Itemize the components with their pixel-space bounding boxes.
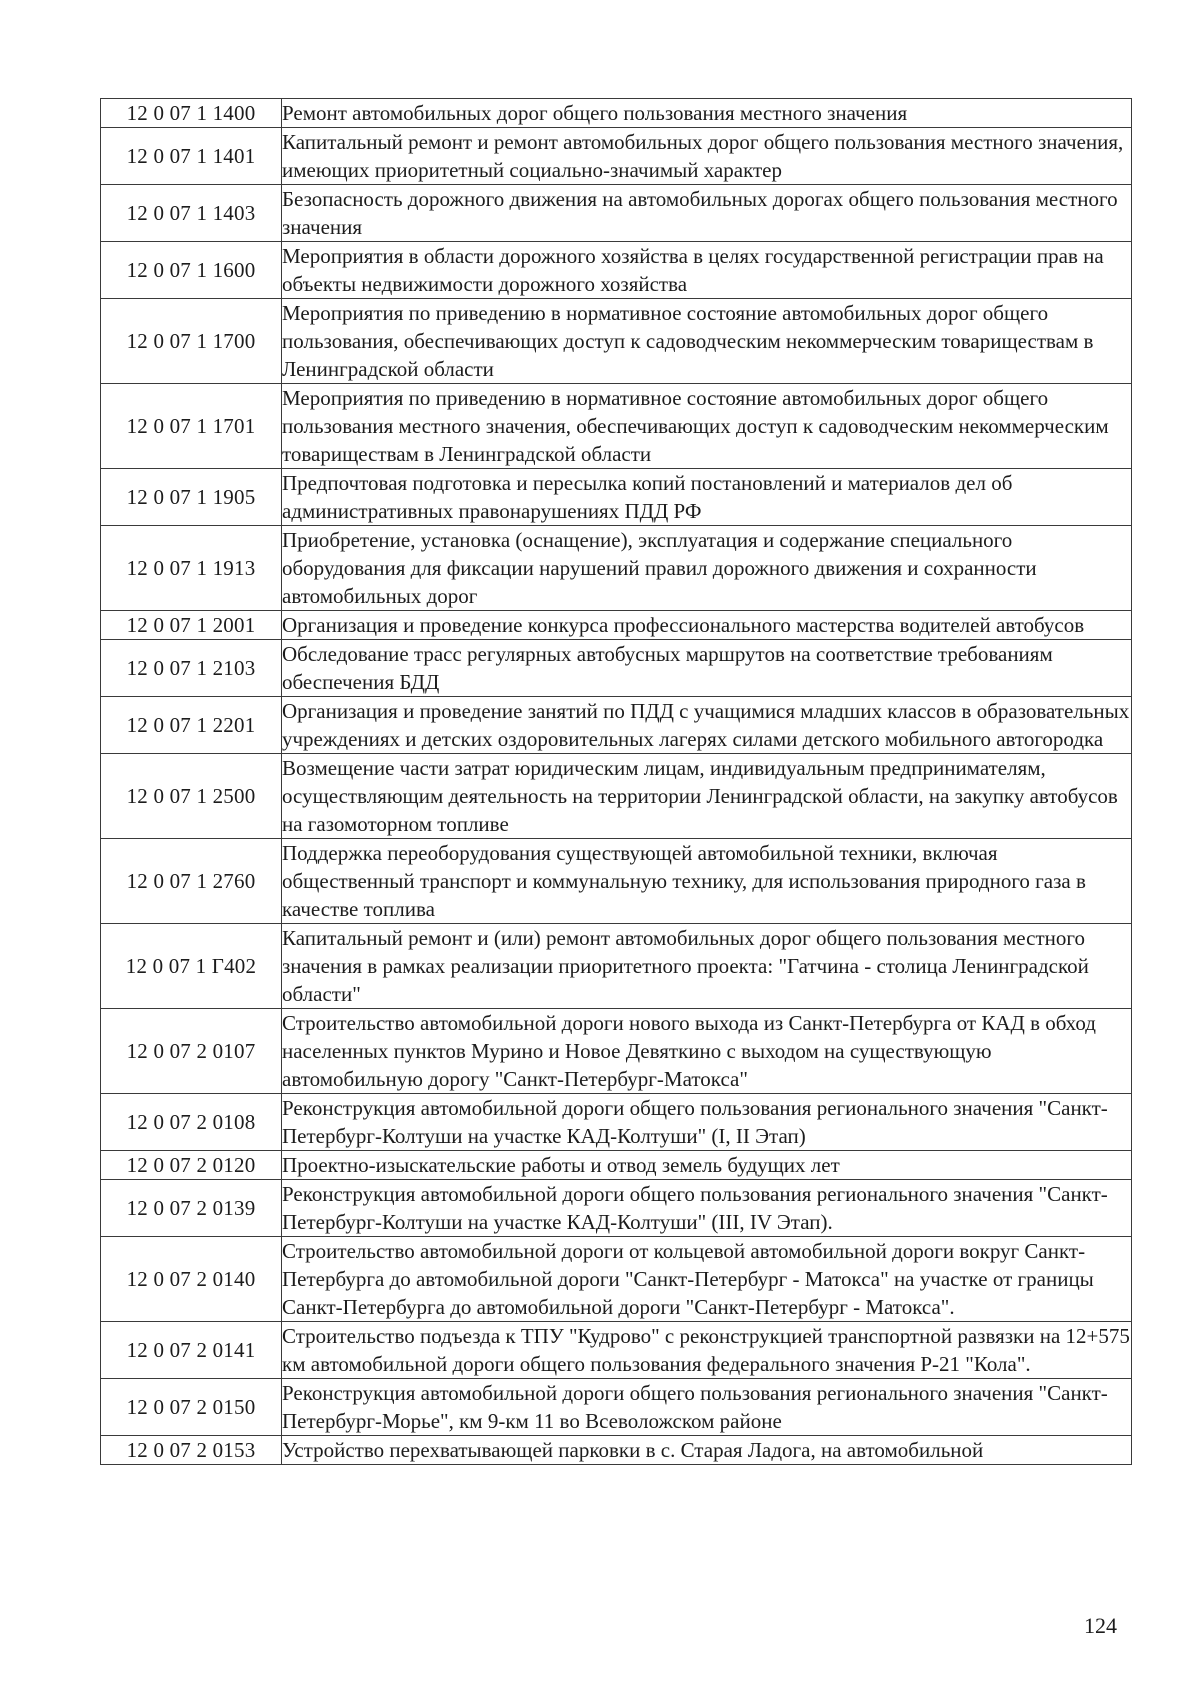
table-row xyxy=(101,99,1132,128)
description-cell: Капитальный ремонт и (или) ремонт автомобильных дорог общего пользования местного значения в рамках реализации приоритетного проекта: "Гатчина - столица Ленинградской области" xyxy=(282,924,1132,1009)
budget-code-cell: 12 0 07 2 0139 xyxy=(101,1180,282,1237)
description-cell: Устройство перехватывающей парковки в с. Старая Ладога, на автомобильной xyxy=(282,1436,1132,1465)
budget-code-cell: 12 0 07 1 1400 xyxy=(101,99,282,128)
budget-code-cell: 12 0 07 1 2103 xyxy=(101,640,282,697)
table-row xyxy=(101,1151,1132,1180)
description-cell: Организация и проведение конкурса профессионального мастерства водителей автобусов xyxy=(282,611,1132,640)
budget-codes-table xyxy=(100,98,1132,1465)
table-row xyxy=(101,384,1132,469)
budget-code-cell: 12 0 07 1 1905 xyxy=(101,469,282,526)
description-cell: Строительство подъезда к ТПУ "Кудрово" с реконструкцией транспортной развязки на 12+575 км автомобильной дороги общего пользования федерального значения Р-21 "Кола". xyxy=(282,1322,1132,1379)
budget-code-cell: 12 0 07 2 0107 xyxy=(101,1009,282,1094)
description-cell: Мероприятия в области дорожного хозяйства в целях государственной регистрации прав на объекты недвижимости дорожного хозяйства xyxy=(282,242,1132,299)
table-row xyxy=(101,469,1132,526)
budget-code-cell: 12 0 07 2 0120 xyxy=(101,1151,282,1180)
description-cell: Обследование трасс регулярных автобусных маршрутов на соответствие требованиям обеспечения БДД xyxy=(282,640,1132,697)
budget-code-cell: 12 0 07 1 2500 xyxy=(101,754,282,839)
table-row xyxy=(101,1180,1132,1237)
description-cell: Проектно-изыскательские работы и отвод земель будущих лет xyxy=(282,1151,1132,1180)
budget-code-cell: 12 0 07 1 Г402 xyxy=(101,924,282,1009)
description-cell: Реконструкция автомобильной дороги общего пользования регионального значения "Санкт-Петербург-Морье", км 9-км 11 во Всеволожском районе xyxy=(282,1379,1132,1436)
description-cell: Мероприятия по приведению в нормативное состояние автомобильных дорог общего пользования, обеспечивающих доступ к садоводческим некоммерческим товариществам в Ленинградской области xyxy=(282,299,1132,384)
description-cell: Предпочтовая подготовка и пересылка копий постановлений и материалов дел об административных правонарушениях ПДД РФ xyxy=(282,469,1132,526)
table-row xyxy=(101,526,1132,611)
budget-code-cell: 12 0 07 1 1701 xyxy=(101,384,282,469)
budget-code-cell: 12 0 07 1 1600 xyxy=(101,242,282,299)
table-row xyxy=(101,1379,1132,1436)
description-cell: Реконструкция автомобильной дороги общего пользования регионального значения "Санкт-Петербург-Колтуши на участке КАД-Колтуши" (I, II Этап) xyxy=(282,1094,1132,1151)
table-row xyxy=(101,1094,1132,1151)
table-row xyxy=(101,640,1132,697)
description-cell: Организация и проведение занятий по ПДД с учащимися младших классов в образовательных учреждениях и детских оздоровительных лагерях силами детского мобильного автогородка xyxy=(282,697,1132,754)
budget-code-cell: 12 0 07 2 0153 xyxy=(101,1436,282,1465)
description-cell: Мероприятия по приведению в нормативное состояние автомобильных дорог общего пользования местного значения, обеспечивающих доступ к садоводческим некоммерческим товариществам в Ленинградской области xyxy=(282,384,1132,469)
table-row xyxy=(101,1322,1132,1379)
table-row xyxy=(101,242,1132,299)
table-row xyxy=(101,299,1132,384)
page-number: 124 xyxy=(1084,1613,1117,1638)
table-body xyxy=(101,99,1132,1465)
budget-code-cell: 12 0 07 1 1403 xyxy=(101,185,282,242)
budget-code-cell: 12 0 07 1 1700 xyxy=(101,299,282,384)
budget-code-cell: 12 0 07 1 2201 xyxy=(101,697,282,754)
description-cell: Строительство автомобильной дороги нового выхода из Санкт-Петербурга от КАД в обход населенных пунктов Мурино и Новое Девяткино с выходом на существующую автомобильную дорогу "Санкт-Петербург-Матокса" xyxy=(282,1009,1132,1094)
table-row xyxy=(101,185,1132,242)
budget-code-cell: 12 0 07 2 0150 xyxy=(101,1379,282,1436)
table-row xyxy=(101,611,1132,640)
table-row xyxy=(101,839,1132,924)
table-row xyxy=(101,128,1132,185)
description-cell: Ремонт автомобильных дорог общего пользования местного значения xyxy=(282,99,1132,128)
description-cell: Поддержка переоборудования существующей автомобильной техники, включая общественный транспорт и коммунальную технику, для использования природного газа в качестве топлива xyxy=(282,839,1132,924)
description-cell: Приобретение, установка (оснащение), эксплуатация и содержание специального оборудования для фиксации нарушений правил дорожного движения и сохранности автомобильных дорог xyxy=(282,526,1132,611)
description-cell: Безопасность дорожного движения на автомобильных дорогах общего пользования местного значения xyxy=(282,185,1132,242)
description-cell: Реконструкция автомобильной дороги общего пользования регионального значения "Санкт-Петербург-Колтуши на участке КАД-Колтуши" (III, IV Этап). xyxy=(282,1180,1132,1237)
budget-code-cell: 12 0 07 2 0108 xyxy=(101,1094,282,1151)
budget-code-cell: 12 0 07 2 0141 xyxy=(101,1322,282,1379)
budget-code-cell: 12 0 07 1 1913 xyxy=(101,526,282,611)
description-cell: Капитальный ремонт и ремонт автомобильных дорог общего пользования местного значения, имеющих приоритетный социально-значимый характер xyxy=(282,128,1132,185)
description-cell: Возмещение части затрат юридическим лицам, индивидуальным предпринимателям, осуществляющим деятельность на территории Ленинградской области, на закупку автобусов на газомоторном топливе xyxy=(282,754,1132,839)
description-cell: Строительство автомобильной дороги от кольцевой автомобильной дороги вокруг Санкт-Петербурга до автомобильной дороги "Санкт-Петербург - Матокса" на участке от границы Санкт-Петербурга до автомобильной дороги "Санкт-Петербург - Матокса". xyxy=(282,1237,1132,1322)
table-row xyxy=(101,924,1132,1009)
budget-code-cell: 12 0 07 1 2001 xyxy=(101,611,282,640)
table-row xyxy=(101,754,1132,839)
table-row xyxy=(101,1237,1132,1322)
budget-code-cell: 12 0 07 1 2760 xyxy=(101,839,282,924)
budget-code-cell: 12 0 07 1 1401 xyxy=(101,128,282,185)
table-row xyxy=(101,697,1132,754)
table-row xyxy=(101,1009,1132,1094)
table-row xyxy=(101,1436,1132,1465)
budget-code-cell: 12 0 07 2 0140 xyxy=(101,1237,282,1322)
